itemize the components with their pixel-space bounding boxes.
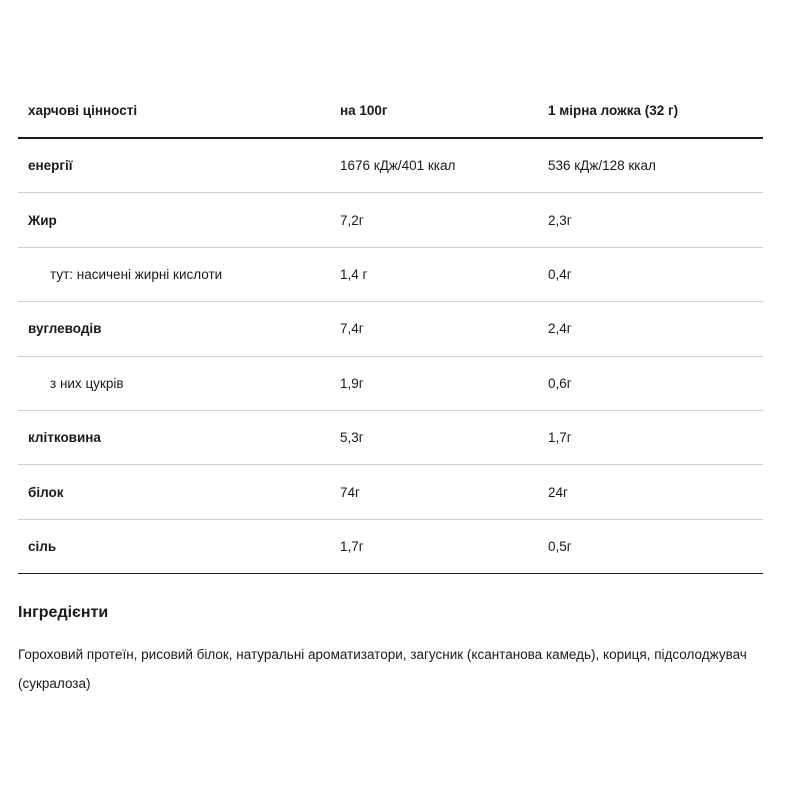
nutrient-name: сіль xyxy=(28,538,57,554)
nutrient-per-100g: 1676 кДж/401 ккал xyxy=(340,158,456,174)
nutrient-per-100g: 5,3г xyxy=(340,430,364,446)
header-per-100g: на 100г xyxy=(340,102,388,118)
table-header-row xyxy=(18,83,763,139)
nutrient-per-100g: 1,9г xyxy=(340,375,364,391)
table-row xyxy=(18,357,763,411)
table-row xyxy=(18,248,763,302)
nutrition-table xyxy=(18,83,763,574)
nutrient-per-100g: 7,4г xyxy=(340,321,364,337)
nutrient-name: Жир xyxy=(28,212,57,228)
nutrient-per-scoop: 2,3г xyxy=(548,212,572,228)
table-row xyxy=(18,302,763,356)
nutrient-per-scoop: 0,4г xyxy=(548,266,572,282)
ingredients-section xyxy=(18,604,763,698)
nutrient-per-100g: 74г xyxy=(340,484,360,500)
nutrient-per-100g: 1,7г xyxy=(340,538,364,554)
ingredients-text: Гороховий протеїн, рисовий білок, натуральні ароматизатори, загусник (ксантанова камедь), кориця, підсолоджувач (сукралоза) xyxy=(18,647,747,691)
nutrient-per-scoop: 1,7г xyxy=(548,430,572,446)
nutrient-name: з них цукрів xyxy=(50,375,124,391)
table-row xyxy=(18,139,763,193)
nutrient-per-scoop: 0,5г xyxy=(548,538,572,554)
nutrient-per-scoop: 24г xyxy=(548,484,568,500)
table-body xyxy=(18,139,763,574)
table-row xyxy=(18,465,763,519)
nutrient-per-scoop: 536 кДж/128 ккал xyxy=(548,158,656,174)
nutrient-per-100g: 1,4 г xyxy=(340,266,368,282)
nutrient-per-scoop: 0,6г xyxy=(548,375,572,391)
nutrient-name: енергії xyxy=(28,158,73,174)
nutrient-name: клітковина xyxy=(28,430,101,446)
header-nutrition-values: харчові цінності xyxy=(28,102,138,118)
table-row xyxy=(18,193,763,247)
table-row xyxy=(18,411,763,465)
table-row xyxy=(18,520,763,574)
header-per-scoop: 1 мірна ложка (32 г) xyxy=(548,102,679,118)
nutrient-per-100g: 7,2г xyxy=(340,212,364,228)
nutrient-name: вуглеводів xyxy=(28,321,102,337)
nutrient-name: тут: насичені жирні кислоти xyxy=(50,266,223,282)
ingredients-title: Інгредієнти xyxy=(18,604,109,621)
nutrient-per-scoop: 2,4г xyxy=(548,321,572,337)
nutrient-name: білок xyxy=(28,484,64,500)
